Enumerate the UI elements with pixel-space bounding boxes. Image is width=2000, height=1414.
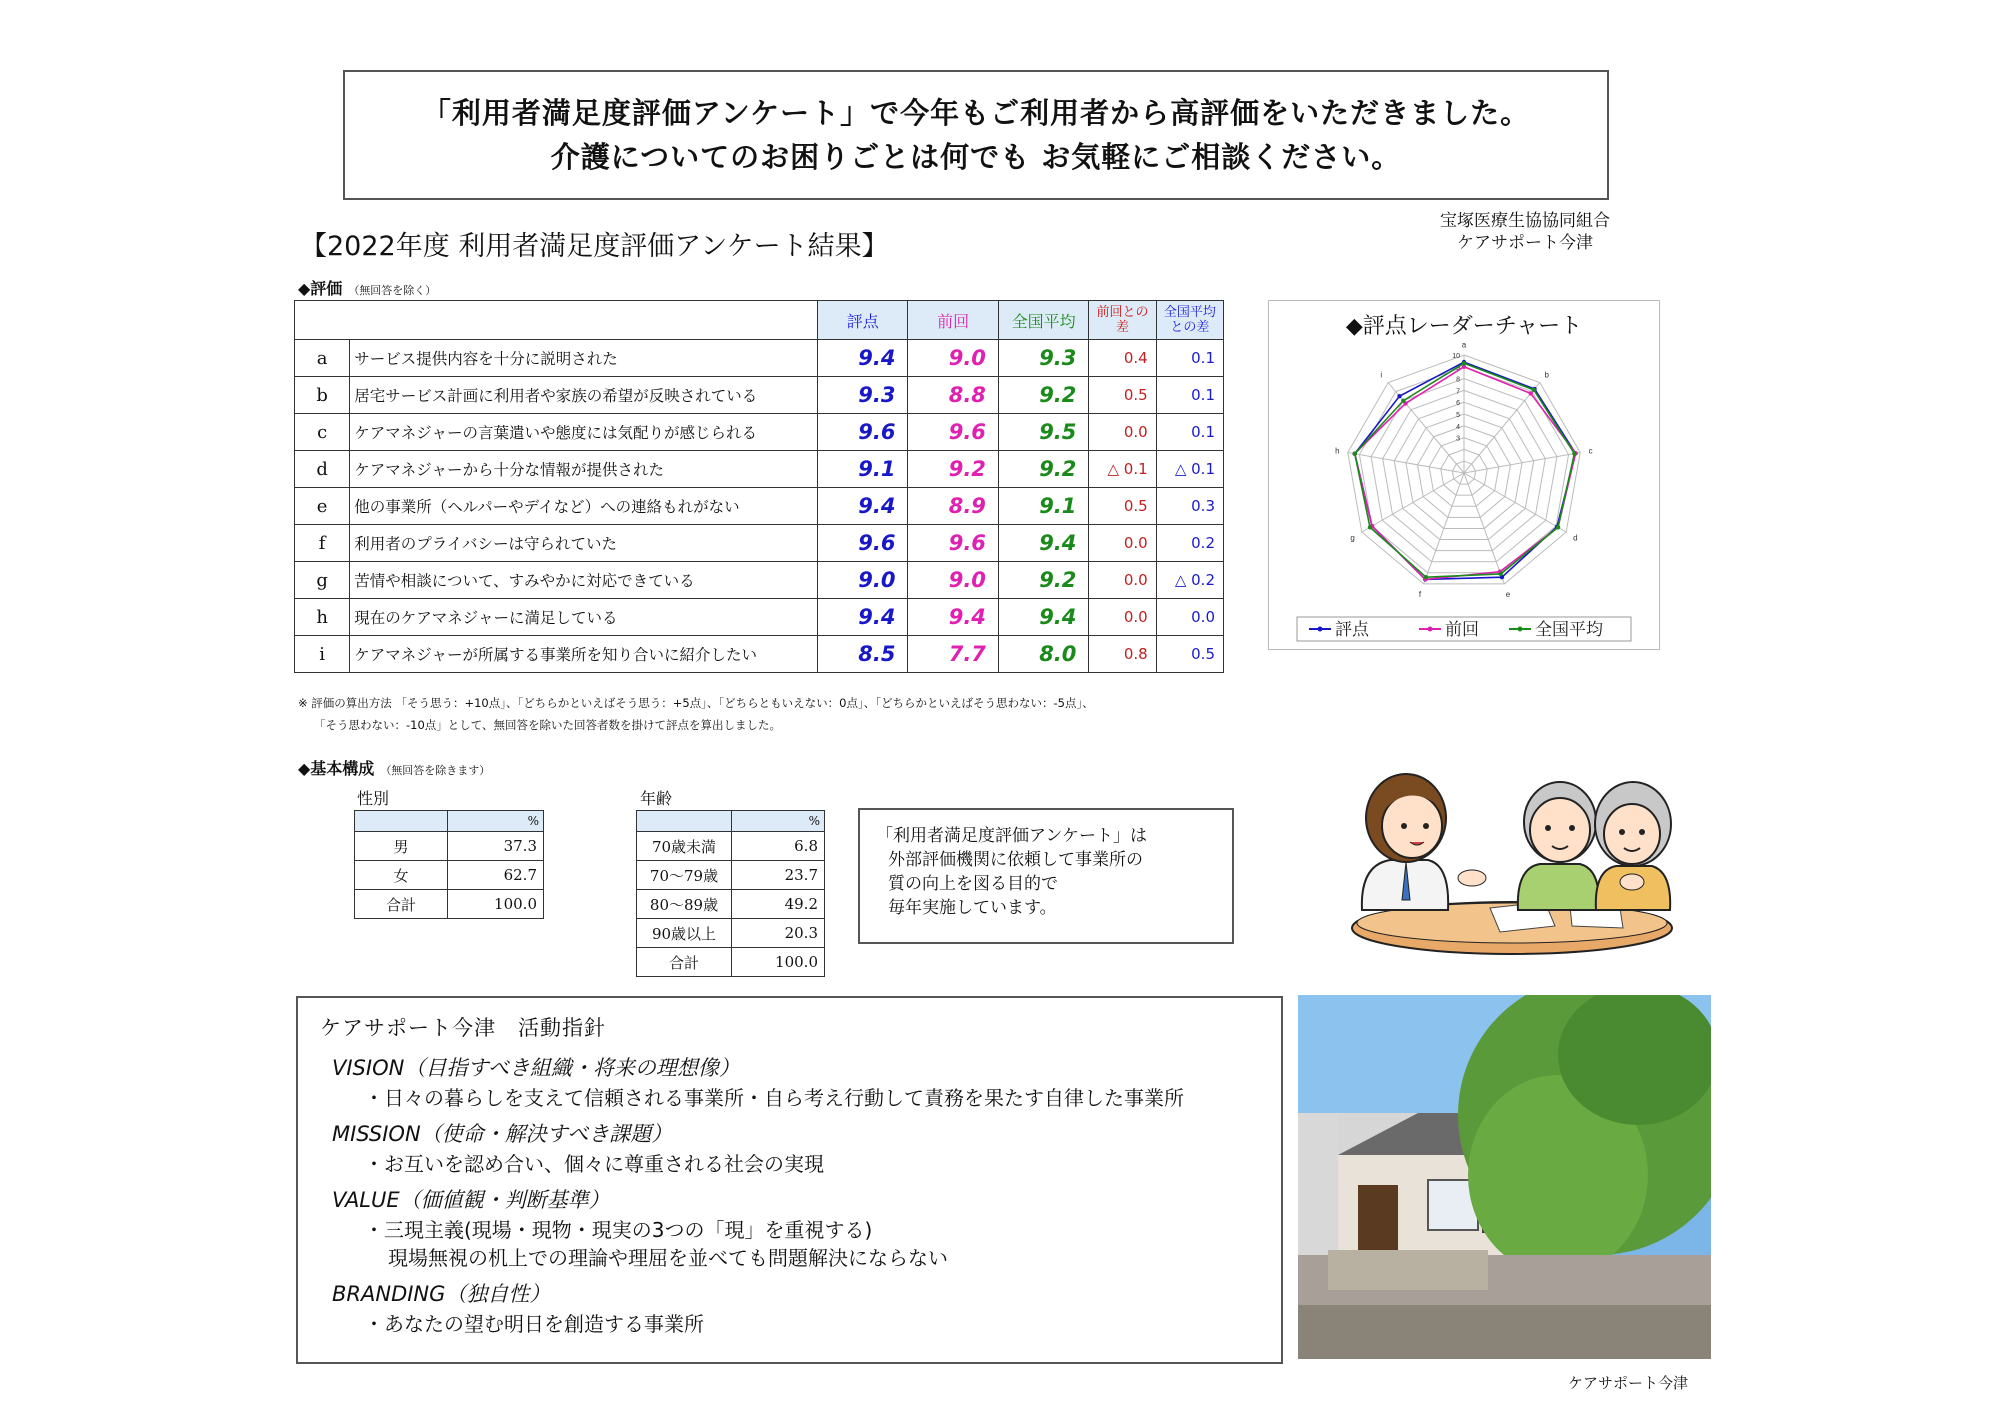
explanation-box [858, 808, 1234, 944]
rating-row-a [295, 340, 1224, 377]
gender-table-body [355, 832, 544, 919]
diff-previous-value: 0.5 [1089, 377, 1156, 414]
value-body-2: 現場無視の机上での理論や理屈を並べても問題解決にならない [388, 1246, 948, 1270]
diff-national-value: 0.1 [1156, 377, 1223, 414]
age-row [637, 861, 825, 890]
question-text: 現在のケアマネジャーに満足している [350, 599, 818, 636]
score-value: 9.4 [817, 599, 907, 636]
gender-header-blank [355, 811, 448, 832]
age-unit: % [732, 811, 825, 832]
organization-name [1410, 210, 1640, 254]
radar-series-point [1353, 452, 1357, 456]
score-value: 8.5 [817, 636, 907, 673]
gender-unit: % [448, 811, 544, 832]
mission-heading: MISSION（使命・解決すべき課題） [332, 1122, 673, 1146]
radar-spoke [1464, 453, 1580, 473]
legend-marker [1318, 627, 1323, 632]
gender-header-row [355, 811, 544, 832]
explanation-line-2: 外部評価機関に依頼して事業所の [888, 850, 1143, 870]
radar-series-line [1355, 362, 1576, 579]
age-table-body [637, 832, 825, 977]
diff-national-value: 0.1 [1156, 414, 1223, 451]
rating-section-note: （無回答を除く） [348, 284, 437, 297]
national-average-value: 8.0 [998, 636, 1088, 673]
vision-body: ・日々の暮らしを支えて信頼される事業所・自ら考え行動して責務を果たす自律した事業所 [364, 1086, 1184, 1110]
radar-category-label: c [1588, 446, 1593, 456]
header-score: 評点 [817, 301, 907, 340]
header-national-average: 全国平均 [998, 301, 1088, 340]
previous-value: 9.0 [908, 562, 998, 599]
row-label: d [295, 451, 350, 488]
radar-series-point [1397, 394, 1401, 398]
row-label: a [295, 340, 350, 377]
headline-banner [343, 70, 1609, 200]
row-label: g [295, 562, 350, 599]
diff-previous-value: 0.4 [1089, 340, 1156, 377]
legend-label: 前回 [1445, 620, 1479, 639]
diff-previous-value: 0.0 [1089, 525, 1156, 562]
radar-spoke [1348, 453, 1464, 473]
age-label: 合計 [637, 948, 732, 977]
photo-caption: ケアサポート今津 [1568, 1374, 1689, 1392]
question-text: 苦情や相談について、すみやかに対応できている [350, 562, 818, 599]
method-note-line-1: ※ 評価の算出方法 「そう思う：+10点」、「どちらかといえばそう思う：+5点」、「どちらともいえない：0点」、「どちらかといえばそう思わない：-5点」、 [298, 696, 1094, 710]
radar-series-point [1401, 398, 1405, 402]
radar-spoke [1362, 473, 1464, 532]
age-label: 70〜79歳 [637, 861, 732, 890]
rating-row-b [295, 377, 1224, 414]
previous-value: 8.8 [908, 377, 998, 414]
age-table [636, 810, 825, 977]
diff-national-value: △ 0.1 [1156, 451, 1223, 488]
age-label: 90歳以上 [637, 919, 732, 948]
radar-category-label: b [1544, 370, 1549, 380]
gender-label: 女 [355, 861, 448, 890]
score-value: 9.3 [817, 377, 907, 414]
age-value: 23.7 [732, 861, 825, 890]
diff-previous-value: 0.0 [1089, 599, 1156, 636]
diff-national-value: 0.0 [1156, 599, 1223, 636]
age-header-row [637, 811, 825, 832]
diff-national-value: 0.5 [1156, 636, 1223, 673]
question-text: ケアマネジャーから十分な情報が提供された [350, 451, 818, 488]
explanation-line-1: 「利用者満足度評価アンケート」は [876, 826, 1147, 846]
question-text: ケアマネジャーが所属する事業所を知り合いに紹介したい [350, 636, 818, 673]
score-value: 9.1 [817, 451, 907, 488]
previous-value: 8.9 [908, 488, 998, 525]
radar-chart-panel [1268, 300, 1660, 650]
survey-heading: 【2022年度 利用者満足度評価アンケート結果】 [300, 231, 889, 262]
radar-category-label: d [1573, 533, 1578, 543]
diff-previous-value: 0.8 [1089, 636, 1156, 673]
radar-series-line [1355, 363, 1578, 577]
rating-table-header [295, 301, 1224, 340]
header-diff-previous: 前回との差 [1089, 301, 1156, 340]
previous-value: 9.0 [908, 340, 998, 377]
diff-previous-value: 0.5 [1089, 488, 1156, 525]
national-average-value: 9.4 [998, 525, 1088, 562]
radar-series-point [1556, 525, 1560, 529]
score-value: 9.4 [817, 340, 907, 377]
radar-series-point [1368, 525, 1372, 529]
previous-value: 9.2 [908, 451, 998, 488]
header-blank [295, 301, 818, 340]
age-row [637, 948, 825, 977]
question-text: サービス提供内容を十分に説明された [350, 340, 818, 377]
age-value: 6.8 [732, 832, 825, 861]
mission-body: ・お互いを認め合い、個々に尊重される社会の実現 [364, 1152, 824, 1176]
rating-table [294, 300, 1224, 673]
score-value: 9.6 [817, 414, 907, 451]
value-heading: VALUE（価値観・判断基準） [332, 1188, 610, 1212]
radar-series-point [1499, 572, 1503, 576]
diff-national-value: 0.2 [1156, 525, 1223, 562]
rating-row-d [295, 451, 1224, 488]
diff-national-value: 0.3 [1156, 488, 1223, 525]
legend-marker [1428, 627, 1433, 632]
explanation-line-4: 毎年実施しています。 [888, 898, 1057, 918]
gender-caption: 性別 [357, 789, 390, 808]
national-average-value: 9.2 [998, 377, 1088, 414]
age-row [637, 919, 825, 948]
radar-tick-label: 7 [1456, 388, 1460, 396]
rating-section-label: ◆評価 [298, 279, 343, 298]
gender-row [355, 861, 544, 890]
radar-tick-label: 3 [1456, 435, 1460, 443]
diff-national-value: △ 0.2 [1156, 562, 1223, 599]
radar-category-label: h [1335, 446, 1340, 456]
question-text: 他の事業所（ヘルパーやデイなど）への連絡もれがない [350, 488, 818, 525]
org-line-1: 宝塚医療生協協同組合 [1440, 211, 1610, 231]
age-value: 100.0 [732, 948, 825, 977]
national-average-value: 9.5 [998, 414, 1088, 451]
age-header-blank [637, 811, 732, 832]
rating-row-e [295, 488, 1224, 525]
previous-value: 7.7 [908, 636, 998, 673]
score-value: 9.4 [817, 488, 907, 525]
radar-tick-label: 5 [1456, 412, 1460, 419]
gender-row [355, 890, 544, 919]
radar-category-label: i [1380, 370, 1383, 380]
previous-value: 9.6 [908, 414, 998, 451]
radar-series-point [1462, 361, 1466, 365]
radar-category-label: g [1350, 533, 1355, 543]
radar-series-point [1572, 451, 1576, 455]
age-value: 49.2 [732, 890, 825, 919]
radar-series-point [1424, 575, 1428, 579]
gender-row [355, 832, 544, 861]
header-diff-national: 全国平均との差 [1156, 301, 1223, 340]
gender-value: 100.0 [448, 890, 544, 919]
question-text: 居宅サービス計画に利用者や家族の希望が反映されている [350, 377, 818, 414]
consultation-illustration [1340, 760, 1680, 960]
national-average-value: 9.2 [998, 451, 1088, 488]
row-label: f [295, 525, 350, 562]
branding-heading: BRANDING（独自性） [332, 1282, 551, 1306]
question-text: ケアマネジャーの言葉遣いや態度には気配りが感じられる [350, 414, 818, 451]
rating-row-c [295, 414, 1224, 451]
score-value: 9.0 [817, 562, 907, 599]
rating-row-h [295, 599, 1224, 636]
radar-spoke [1464, 473, 1566, 532]
national-average-value: 9.4 [998, 599, 1088, 636]
header-previous: 前回 [908, 301, 998, 340]
diff-previous-value: △ 0.1 [1089, 451, 1156, 488]
explanation-line-3: 質の向上を図る目的で [888, 874, 1058, 894]
gender-value: 37.3 [448, 832, 544, 861]
age-caption: 年齢 [640, 789, 673, 808]
row-label: c [295, 414, 350, 451]
question-text: 利用者のプライバシーは守られていた [350, 525, 818, 562]
radar-category-label: e [1505, 589, 1511, 599]
rating-table-body [295, 340, 1224, 673]
rating-section-title [298, 276, 436, 299]
score-value: 9.6 [817, 525, 907, 562]
previous-value: 9.4 [908, 599, 998, 636]
method-note-line-2: 「そう思わない：-10点」として、無回答を除いた回答者数を掛けて評点を算出しました。 [314, 718, 782, 732]
legend-label: 全国平均 [1535, 620, 1603, 639]
radar-tick-label: 8 [1456, 376, 1460, 384]
basic-section-title [298, 756, 490, 779]
legend-marker [1518, 627, 1523, 632]
gender-table [354, 810, 544, 919]
diff-national-value: 0.1 [1156, 340, 1223, 377]
radar-category-label: f [1418, 589, 1422, 599]
radar-chart [1269, 301, 1659, 649]
legend-label: 評点 [1335, 620, 1369, 639]
diff-previous-value: 0.0 [1089, 562, 1156, 599]
gender-label: 合計 [355, 890, 448, 919]
age-label: 70歳未満 [637, 832, 732, 861]
headline-line-1: 「利用者満足度評価アンケート」で今年もご利用者から高評価をいただきました。 [421, 96, 1531, 130]
basic-section-label: ◆基本構成 [298, 759, 375, 778]
radar-tick-label: 10 [1452, 353, 1460, 360]
rating-row-f [295, 525, 1224, 562]
age-row [637, 832, 825, 861]
radar-category-label: a [1461, 340, 1467, 350]
activity-guidelines-box [296, 996, 1283, 1364]
basic-section-note: （無回答を除きます） [380, 764, 491, 777]
gender-value: 62.7 [448, 861, 544, 890]
radar-series-point [1532, 388, 1536, 392]
branding-body: ・あなたの望む明日を創造する事業所 [364, 1312, 704, 1336]
vision-heading: VISION（目指すべき組織・将来の理想像） [332, 1056, 740, 1080]
rating-row-g [295, 562, 1224, 599]
age-label: 80〜89歳 [637, 890, 732, 919]
row-label: i [295, 636, 350, 673]
national-average-value: 9.2 [998, 562, 1088, 599]
row-label: b [295, 377, 350, 414]
value-body-1: ・三現主義(現場・現物・現実の3つの「現」を重視する) [364, 1218, 873, 1242]
radar-tick-label: 4 [1456, 423, 1460, 431]
gender-label: 男 [355, 832, 448, 861]
age-value: 20.3 [732, 919, 825, 948]
rating-row-i [295, 636, 1224, 673]
activity-title: ケアサポート今津 活動指針 [320, 1016, 606, 1040]
radar-tick-label: 9 [1456, 364, 1460, 372]
radar-chart-title: ◆評点レーダーチャート [1345, 314, 1583, 339]
headline-line-2: 介護についてのお困りごとは何でも お気軽にご相談ください。 [550, 140, 1402, 174]
national-average-value: 9.1 [998, 488, 1088, 525]
diff-previous-value: 0.0 [1089, 414, 1156, 451]
national-average-value: 9.3 [998, 340, 1088, 377]
method-note [298, 692, 1094, 736]
age-row [637, 890, 825, 919]
radar-series-point [1529, 391, 1533, 395]
previous-value: 9.6 [908, 525, 998, 562]
org-line-2: ケアサポート今津 [1457, 233, 1593, 253]
radar-spoke [1464, 383, 1540, 473]
row-label: e [295, 488, 350, 525]
row-label: h [295, 599, 350, 636]
radar-tick-label: 6 [1456, 400, 1460, 408]
office-building-photo [1298, 995, 1711, 1359]
